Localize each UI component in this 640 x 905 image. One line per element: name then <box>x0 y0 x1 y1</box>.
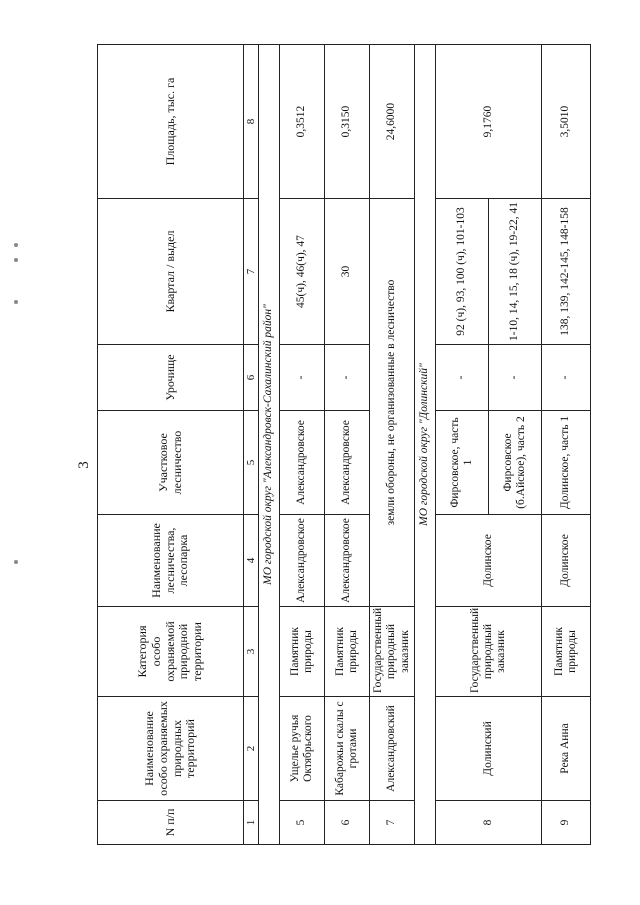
cell-n: 6 <box>325 801 370 845</box>
column-number: 3 <box>244 607 259 697</box>
table-row <box>370 45 415 845</box>
cell-merged-note: земли обороны, не организованные в лесничество <box>370 199 415 607</box>
cell-tract: - <box>542 345 591 411</box>
margin-mark <box>14 243 18 247</box>
cell-name: Кабарожьи скалы с гротами <box>325 697 370 801</box>
section-row <box>259 45 280 845</box>
cell-tract: - <box>280 345 325 411</box>
header-cell: Участковое лесничество <box>98 411 244 515</box>
cell-tract: - <box>436 345 489 411</box>
header-cell: Площадь, тыс. га <box>98 45 244 199</box>
cell-forestry: Александровское <box>280 515 325 607</box>
header-cell: Урочище <box>98 345 244 411</box>
header-cell: N п/п <box>98 801 244 845</box>
header-cell: Наименование лесничества, лесопарка <box>98 515 244 607</box>
cell-district: Долинское, часть 1 <box>542 411 591 515</box>
cell-kvartal: 30 <box>325 199 370 345</box>
column-number: 8 <box>244 45 259 199</box>
cell-category: Памятник природы <box>280 607 325 697</box>
page-number: 3 <box>76 461 92 469</box>
table-row <box>325 45 370 845</box>
cell-category: Памятник природы <box>542 607 591 697</box>
section-title: МО городской округ "Александровск-Сахалинский район" <box>259 45 280 845</box>
cell-n: 7 <box>370 801 415 845</box>
cell-tract: - <box>325 345 370 411</box>
cell-n: 9 <box>542 801 591 845</box>
cell-forestry: Долинское <box>542 515 591 607</box>
protected-areas-table <box>97 44 591 845</box>
cell-forestry: Александровское <box>325 515 370 607</box>
section-title: МО городской округ "Долинский" <box>415 45 436 845</box>
cell-kvartal: 45(ч), 46(ч), 47 <box>280 199 325 345</box>
column-number: 4 <box>244 515 259 607</box>
cell-category: Памятник природы <box>325 607 370 697</box>
cell-area: 9,1760 <box>436 45 542 199</box>
section-row <box>415 45 436 845</box>
cell-area: 0,3150 <box>325 45 370 199</box>
margin-mark <box>14 300 18 304</box>
cell-name: Река Анна <box>542 697 591 801</box>
margin-mark <box>14 258 18 262</box>
cell-forestry: Долинское <box>436 515 542 607</box>
cell-name: Ущелье ручья Октябрьского <box>280 697 325 801</box>
cell-category: Государственный природный заказник <box>436 607 542 697</box>
cell-district: Фирсовское (б.Айское), часть 2 <box>489 411 542 515</box>
column-number: 2 <box>244 697 259 801</box>
column-number: 5 <box>244 411 259 515</box>
column-number: 6 <box>244 345 259 411</box>
cell-district: Фирсовское, часть 1 <box>436 411 489 515</box>
column-number: 7 <box>244 199 259 345</box>
header-cell: Категория особо охраняемой природной территории <box>98 607 244 697</box>
table-row <box>542 45 591 845</box>
cell-category: Государственный природный заказник <box>370 607 415 697</box>
cell-area: 3,5010 <box>542 45 591 199</box>
cell-name: Александровский <box>370 697 415 801</box>
header-cell: Квартал / выдел <box>98 199 244 345</box>
cell-area: 0,3512 <box>280 45 325 199</box>
header-cell: Наименование особо охраняемых природных территорий <box>98 697 244 801</box>
cell-area: 24,6000 <box>370 45 415 199</box>
cell-kvartal: 138, 139, 142-145, 148-158 <box>542 199 591 345</box>
cell-n: 5 <box>280 801 325 845</box>
cell-district: Александровское <box>280 411 325 515</box>
cell-kvartal: 1-10, 14, 15, 18 (ч), 19-22, 41 <box>489 199 542 345</box>
header-row <box>98 45 244 845</box>
table-row <box>436 45 489 845</box>
column-number: 1 <box>244 801 259 845</box>
cell-n: 8 <box>436 801 542 845</box>
table-row <box>280 45 325 845</box>
cell-name: Долинский <box>436 697 542 801</box>
column-number-row <box>244 45 259 845</box>
cell-district: Александровское <box>325 411 370 515</box>
cell-tract: - <box>489 345 542 411</box>
cell-kvartal: 92 (ч), 93, 100 (ч), 101-103 <box>436 199 489 345</box>
rotated-table-wrapper <box>97 45 578 845</box>
margin-mark <box>14 560 18 564</box>
